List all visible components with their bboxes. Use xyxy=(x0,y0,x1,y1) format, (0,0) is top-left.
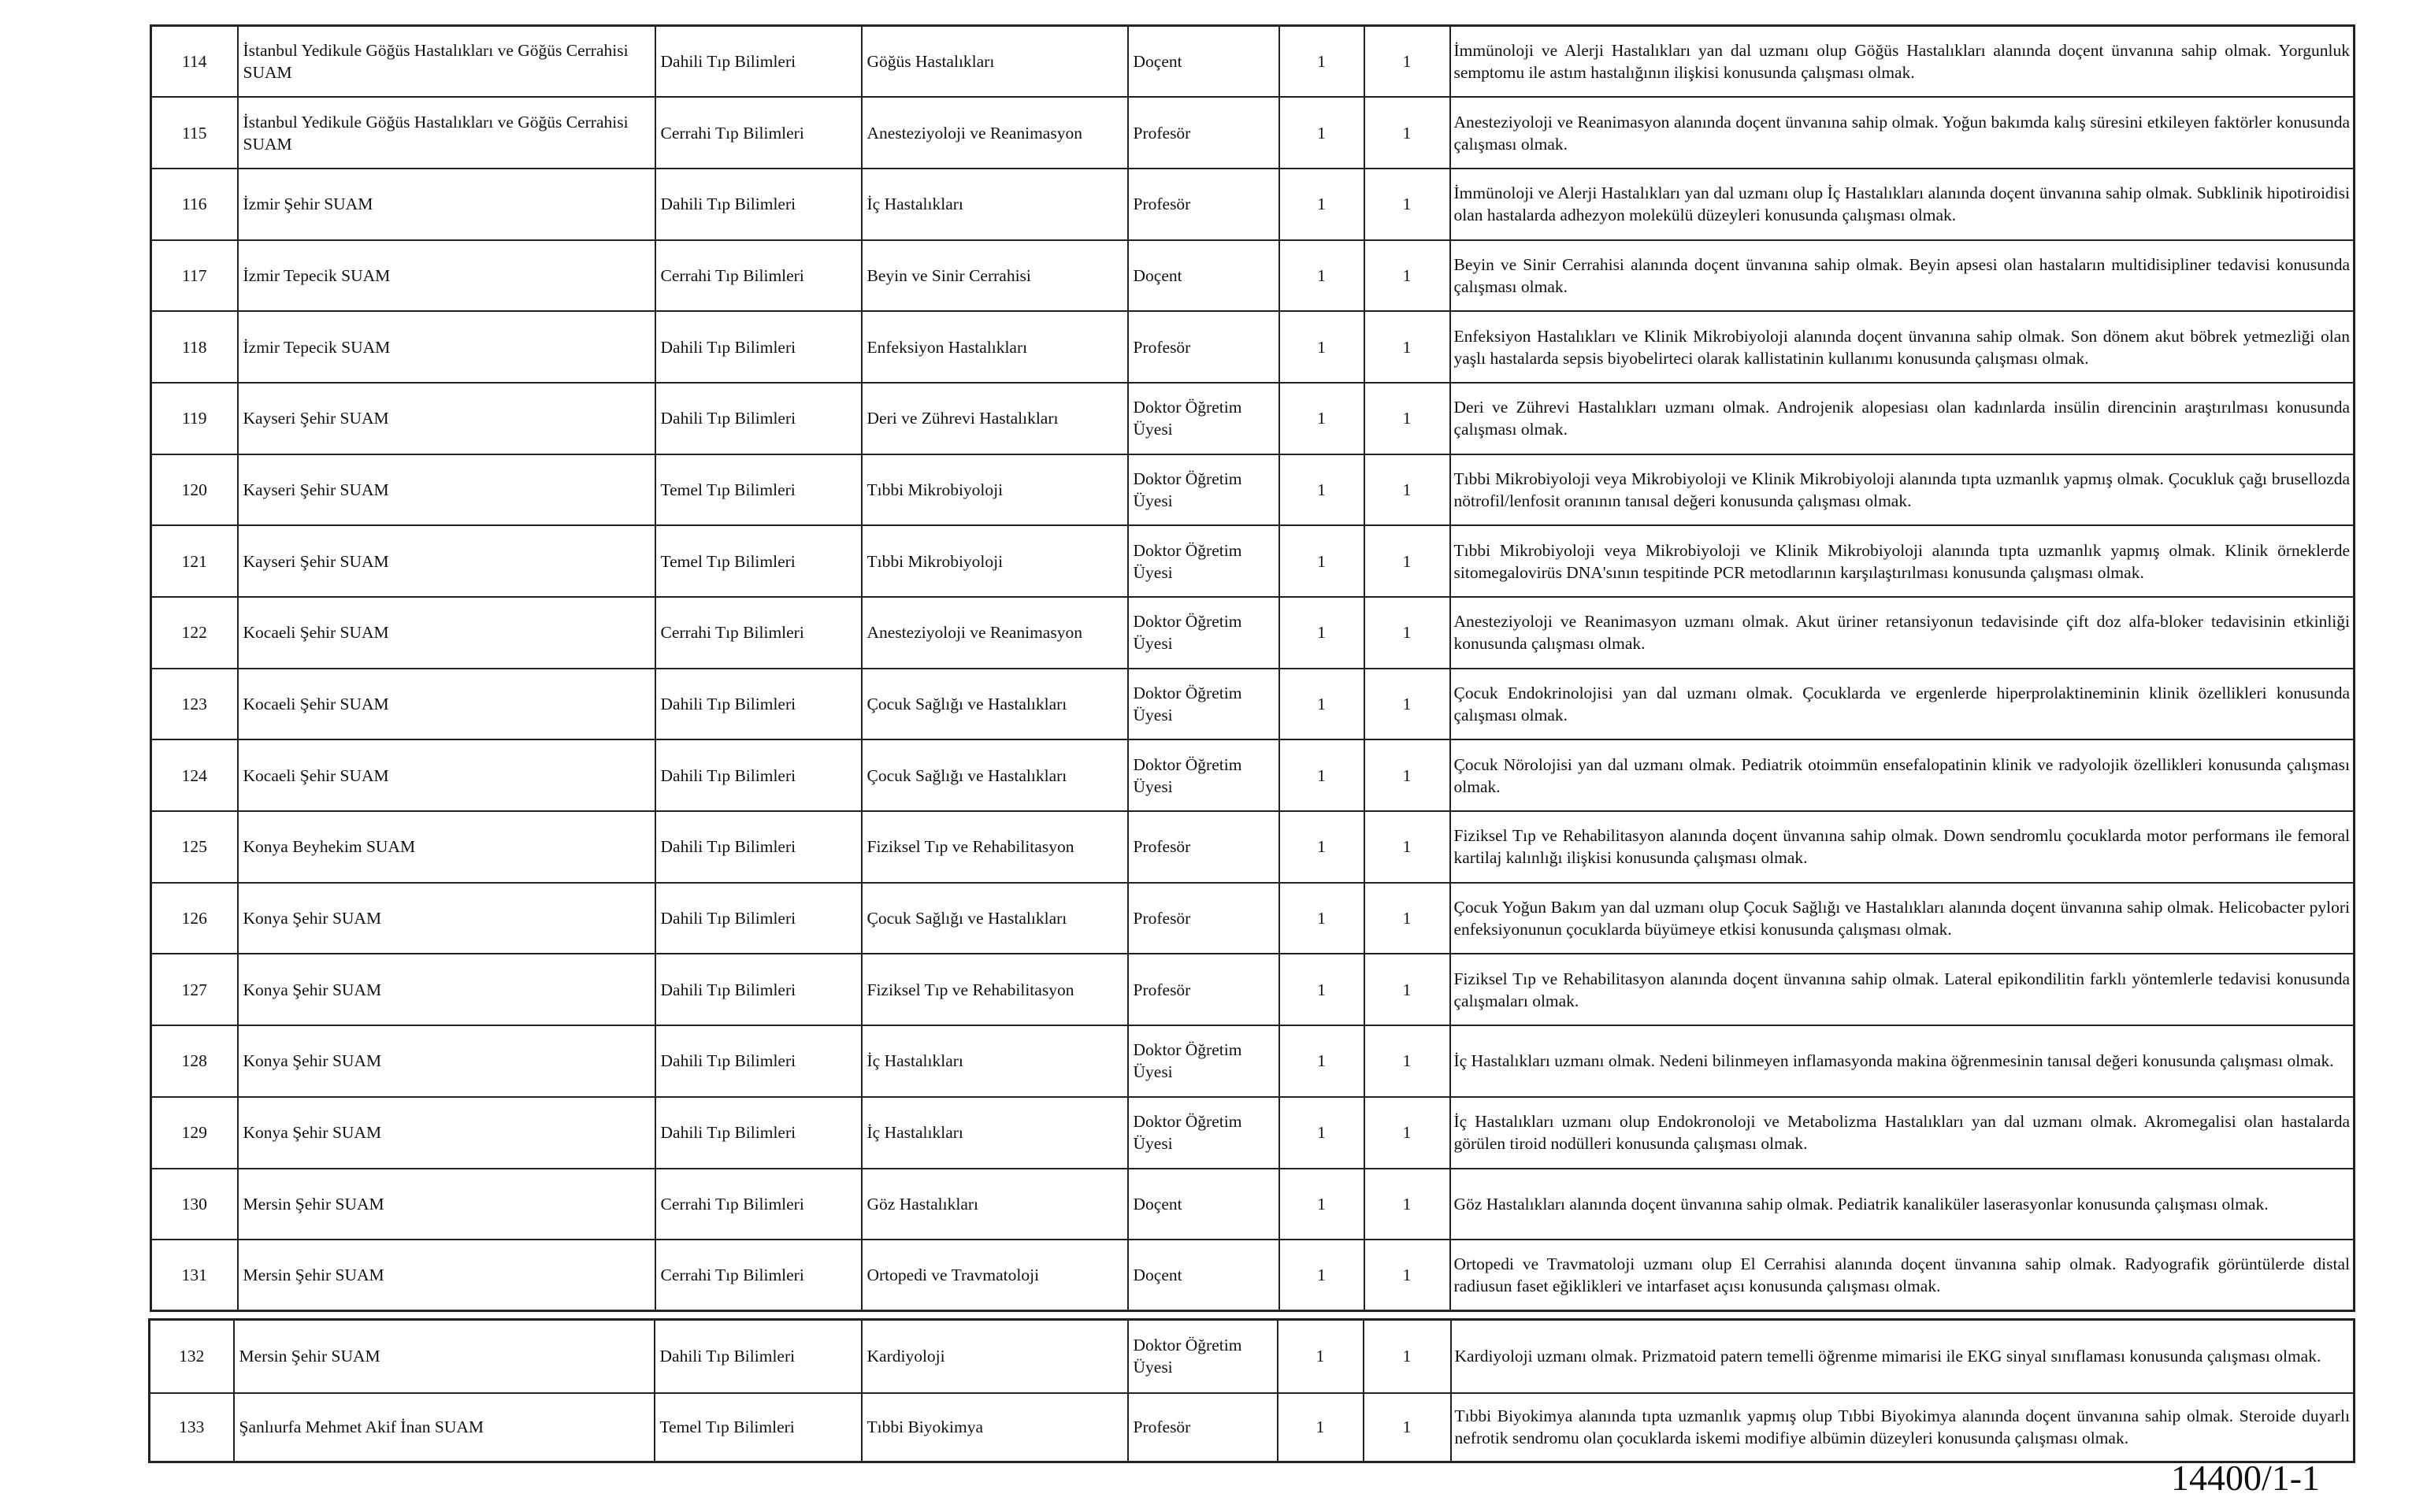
position-total: 1 xyxy=(1364,97,1450,169)
row-number: 133 xyxy=(150,1393,234,1462)
position-total: 1 xyxy=(1364,240,1450,312)
row-number: 128 xyxy=(151,1025,238,1097)
academic-title: Profesör xyxy=(1128,169,1279,240)
table-row xyxy=(151,1169,2355,1240)
row-number: 119 xyxy=(151,383,238,454)
department-name: İç Hastalıkları xyxy=(862,169,1128,240)
position-requirements: Anesteziyoloji ve Reanimasyon uzmanı olmak. Akut üriner retansiyonun tedavisinde çift doz alfa-bloker tedavisinin etkinliği konusunda çalışması olmak. xyxy=(1450,597,2355,669)
field-name: Cerrahi Tıp Bilimleri xyxy=(655,240,862,312)
position-requirements: İmmünoloji ve Alerji Hastalıkları yan dal uzmanı olup İç Hastalıkları alanında doçent ünvanına sahip olmak. Subklinik hipotiroidisi olan hastalarda adhezyon molekülü düzeyleri konusunda çalışması olmak. xyxy=(1450,169,2355,240)
position-requirements: Anesteziyoloji ve Reanimasyon alanında doçent ünvanına sahip olmak. Yoğun bakımda kalış süresini etkileyen faktörler konusunda çalışması olmak. xyxy=(1450,97,2355,169)
academic-title: Doktor Öğretim Üyesi xyxy=(1128,669,1279,740)
table-row xyxy=(151,240,2355,312)
position-requirements: Deri ve Zührevi Hastalıkları uzmanı olmak. Androjenik alopesiası olan kadınlarda insülin direncinin araştırılması konusunda çalışması olmak. xyxy=(1450,383,2355,454)
field-name: Dahili Tıp Bilimleri xyxy=(655,1097,862,1169)
academic-title: Profesör xyxy=(1128,311,1279,383)
position-count: 1 xyxy=(1279,1240,1364,1311)
field-name: Cerrahi Tıp Bilimleri xyxy=(655,597,862,669)
field-name: Dahili Tıp Bilimleri xyxy=(655,883,862,954)
position-count: 1 xyxy=(1279,169,1364,240)
institution-name: Mersin Şehir SUAM xyxy=(238,1169,655,1240)
position-requirements: İç Hastalıkları uzmanı olmak. Nedeni bilinmeyen inflamasyonda makina öğrenmesinin tanısal değeri konusunda çalışması olmak. xyxy=(1450,1025,2355,1097)
institution-name: Konya Şehir SUAM xyxy=(238,1025,655,1097)
position-requirements: Fiziksel Tıp ve Rehabilitasyon alanında doçent ünvanına sahip olmak. Lateral epikondilitin farklı yöntemlerle tedavisi konusunda çalışmaları olmak. xyxy=(1450,954,2355,1025)
academic-title: Profesör xyxy=(1128,811,1279,883)
position-requirements: Çocuk Yoğun Bakım yan dal uzmanı olup Çocuk Sağlığı ve Hastalıkları alanında doçent ünvanına sahip olmak. Helicobacter pylori enfeksiyonunun çocuklarda büyümeye etkisi konusunda çalışması olmak. xyxy=(1450,883,2355,954)
academic-title: Profesör xyxy=(1128,1393,1278,1462)
field-name: Temel Tıp Bilimleri xyxy=(655,454,862,526)
position-count: 1 xyxy=(1279,97,1364,169)
table-row xyxy=(151,383,2355,454)
table-row xyxy=(151,1025,2355,1097)
institution-name: Kayseri Şehir SUAM xyxy=(238,525,655,597)
row-number: 120 xyxy=(151,454,238,526)
institution-name: Mersin Şehir SUAM xyxy=(238,1240,655,1311)
field-name: Dahili Tıp Bilimleri xyxy=(655,26,862,98)
department-name: Ortopedi ve Travmatoloji xyxy=(862,1240,1128,1311)
academic-title: Doktor Öğretim Üyesi xyxy=(1128,525,1279,597)
field-name: Dahili Tıp Bilimleri xyxy=(655,1025,862,1097)
position-count: 1 xyxy=(1279,311,1364,383)
table-row xyxy=(151,1097,2355,1169)
row-number: 117 xyxy=(151,240,238,312)
academic-title: Doktor Öğretim Üyesi xyxy=(1128,1025,1279,1097)
table-row xyxy=(151,669,2355,740)
position-count: 1 xyxy=(1279,883,1364,954)
table-row xyxy=(151,311,2355,383)
position-count: 1 xyxy=(1279,739,1364,811)
position-total: 1 xyxy=(1364,954,1450,1025)
institution-name: Konya Beyhekim SUAM xyxy=(238,811,655,883)
department-name: Çocuk Sağlığı ve Hastalıkları xyxy=(862,739,1128,811)
position-count: 1 xyxy=(1279,383,1364,454)
position-count: 1 xyxy=(1279,26,1364,98)
table-row xyxy=(151,597,2355,669)
institution-name: Kayseri Şehir SUAM xyxy=(238,454,655,526)
field-name: Dahili Tıp Bilimleri xyxy=(655,739,862,811)
position-count: 1 xyxy=(1278,1320,1364,1393)
table-row xyxy=(151,739,2355,811)
department-name: Göğüs Hastalıkları xyxy=(862,26,1128,98)
position-requirements: Çocuk Nörolojisi yan dal uzmanı olmak. Pediatrik otoimmün ensefalopatinin klinik ve radyolojik özellikleri konusunda çalışması olmak. xyxy=(1450,739,2355,811)
table-row xyxy=(151,26,2355,98)
field-name: Dahili Tıp Bilimleri xyxy=(655,954,862,1025)
table-row xyxy=(151,883,2355,954)
row-number: 129 xyxy=(151,1097,238,1169)
position-total: 1 xyxy=(1364,383,1450,454)
institution-name: Konya Şehir SUAM xyxy=(238,1097,655,1169)
position-count: 1 xyxy=(1279,1097,1364,1169)
position-count: 1 xyxy=(1279,1025,1364,1097)
academic-title: Doçent xyxy=(1128,26,1279,98)
table-row xyxy=(151,97,2355,169)
academic-title: Doktor Öğretim Üyesi xyxy=(1128,454,1279,526)
position-requirements: Göz Hastalıkları alanında doçent ünvanına sahip olmak. Pediatrik kanaliküler laserasyonlar konusunda çalışması olmak. xyxy=(1450,1169,2355,1240)
academic-title: Doktor Öğretim Üyesi xyxy=(1128,739,1279,811)
table-row xyxy=(150,1393,2355,1462)
institution-name: İzmir Tepecik SUAM xyxy=(238,240,655,312)
position-requirements: Enfeksiyon Hastalıkları ve Klinik Mikrobiyoloji alanında doçent ünvanına sahip olmak. Son dönem akut böbrek yetmezliği olan yaşlı hastalarda sepsis biyobelirteci olarak kallistatinin kullanımı konusunda çalışması olmak. xyxy=(1450,311,2355,383)
institution-name: Kocaeli Şehir SUAM xyxy=(238,597,655,669)
department-name: Fiziksel Tıp ve Rehabilitasyon xyxy=(862,954,1128,1025)
table-row xyxy=(151,811,2355,883)
position-requirements: Tıbbi Mikrobiyoloji veya Mikrobiyoloji ve Klinik Mikrobiyoloji alanında tıpta uzmanlık yapmış olmak. Klinik örneklerde sitomegalovirüs DNA'sının tespitinde PCR metodlarının karşılaştırılması konusunda çalışması olmak. xyxy=(1450,525,2355,597)
position-count: 1 xyxy=(1279,240,1364,312)
position-requirements: Kardiyoloji uzmanı olmak. Prizmatoid patern temelli öğrenme mimarisi ile EKG sinyal sınıflaması konusunda çalışması olmak. xyxy=(1451,1320,2355,1393)
department-name: Tıbbi Mikrobiyoloji xyxy=(862,454,1128,526)
row-number: 126 xyxy=(151,883,238,954)
academic-title: Doçent xyxy=(1128,1169,1279,1240)
field-name: Temel Tıp Bilimleri xyxy=(655,1393,862,1462)
row-number: 122 xyxy=(151,597,238,669)
position-requirements: İmmünoloji ve Alerji Hastalıkları yan dal uzmanı olup Göğüs Hastalıkları alanında doçent ünvanına sahip olmak. Yorgunluk semptomu ile astım hastalığının ilişkisi konusunda çalışması olmak. xyxy=(1450,26,2355,98)
academic-title: Doçent xyxy=(1128,1240,1279,1311)
position-count: 1 xyxy=(1279,811,1364,883)
department-name: Göz Hastalıkları xyxy=(862,1169,1128,1240)
row-number: 116 xyxy=(151,169,238,240)
position-total: 1 xyxy=(1364,1025,1450,1097)
institution-name: İstanbul Yedikule Göğüs Hastalıkları ve Göğüs Cerrahisi SUAM xyxy=(238,26,655,98)
position-count: 1 xyxy=(1279,525,1364,597)
department-name: Kardiyoloji xyxy=(862,1320,1128,1393)
row-number: 132 xyxy=(150,1320,234,1393)
department-name: Anesteziyoloji ve Reanimasyon xyxy=(862,97,1128,169)
position-total: 1 xyxy=(1364,169,1450,240)
academic-title: Profesör xyxy=(1128,97,1279,169)
row-number: 127 xyxy=(151,954,238,1025)
institution-name: İzmir Tepecik SUAM xyxy=(238,311,655,383)
department-name: Tıbbi Biyokimya xyxy=(862,1393,1128,1462)
institution-name: İstanbul Yedikule Göğüs Hastalıkları ve Göğüs Cerrahisi SUAM xyxy=(238,97,655,169)
institution-name: Konya Şehir SUAM xyxy=(238,883,655,954)
position-requirements: Beyin ve Sinir Cerrahisi alanında doçent ünvanına sahip olmak. Beyin apsesi olan hastaların multidisipliner tedavisi konusunda çalışması olmak. xyxy=(1450,240,2355,312)
position-count: 1 xyxy=(1279,1169,1364,1240)
department-name: Beyin ve Sinir Cerrahisi xyxy=(862,240,1128,312)
position-total: 1 xyxy=(1364,811,1450,883)
position-requirements: Ortopedi ve Travmatoloji uzmanı olup El Cerrahisi alanında doçent ünvanına sahip olmak. Radyografik görüntülerde distal radiusun faset eğiklikleri ve intarfaset açısı konusunda çalışması olmak. xyxy=(1450,1240,2355,1311)
row-number: 124 xyxy=(151,739,238,811)
row-number: 130 xyxy=(151,1169,238,1240)
position-total: 1 xyxy=(1364,739,1450,811)
position-requirements: Tıbbi Mikrobiyoloji veya Mikrobiyoloji ve Klinik Mikrobiyoloji alanında tıpta uzmanlık yapmış olmak. Çocukluk çağı brusellozda nötrofil/lenfosit oranının tanısal değeri konusunda çalışması olmak. xyxy=(1450,454,2355,526)
institution-name: Kayseri Şehir SUAM xyxy=(238,383,655,454)
field-name: Cerrahi Tıp Bilimleri xyxy=(655,1169,862,1240)
institution-name: İzmir Şehir SUAM xyxy=(238,169,655,240)
position-total: 1 xyxy=(1364,1097,1450,1169)
position-requirements: İç Hastalıkları uzmanı olup Endokronoloji ve Metabolizma Hastalıkları yan dal uzmanı olmak. Akromegalisi olan hastalarda görülen tiroid nodülleri konusunda çalışması olmak. xyxy=(1450,1097,2355,1169)
department-name: Tıbbi Mikrobiyoloji xyxy=(862,525,1128,597)
institution-name: Mersin Şehir SUAM xyxy=(234,1320,655,1393)
position-total: 1 xyxy=(1364,669,1450,740)
position-requirements: Tıbbi Biyokimya alanında tıpta uzmanlık yapmış olup Tıbbi Biyokimya alanında doçent ünvanına sahip olmak. Steroide duyarlı nefrotik sendromu olan çocuklarda iskemi modifiye albümin düzeyleri konusunda çalışması olmak. xyxy=(1451,1393,2355,1462)
position-requirements: Fiziksel Tıp ve Rehabilitasyon alanında doçent ünvanına sahip olmak. Down sendromlu çocuklarda motor performans ile femoral kartilaj kalınlığı ilişkisi konusunda çalışması olmak. xyxy=(1450,811,2355,883)
department-name: Deri ve Zührevi Hastalıkları xyxy=(862,383,1128,454)
department-name: İç Hastalıkları xyxy=(862,1097,1128,1169)
institution-name: Konya Şehir SUAM xyxy=(238,954,655,1025)
institution-name: Kocaeli Şehir SUAM xyxy=(238,739,655,811)
page-code: 14400/1-1 xyxy=(2171,1458,2321,1498)
field-name: Dahili Tıp Bilimleri xyxy=(655,811,862,883)
row-number: 115 xyxy=(151,97,238,169)
position-total: 1 xyxy=(1364,454,1450,526)
position-requirements: Çocuk Endokrinolojisi yan dal uzmanı olmak. Çocuklarda ve ergenlerde hiperprolaktineminin klinik özellikleri konusunda çalışması olmak. xyxy=(1450,669,2355,740)
position-count: 1 xyxy=(1278,1393,1364,1462)
position-total: 1 xyxy=(1364,883,1450,954)
department-name: Fiziksel Tıp ve Rehabilitasyon xyxy=(862,811,1128,883)
field-name: Dahili Tıp Bilimleri xyxy=(655,169,862,240)
row-number: 114 xyxy=(151,26,238,98)
position-count: 1 xyxy=(1279,954,1364,1025)
table-row xyxy=(151,1240,2355,1311)
academic-title: Profesör xyxy=(1128,883,1279,954)
department-name: İç Hastalıkları xyxy=(862,1025,1128,1097)
field-name: Temel Tıp Bilimleri xyxy=(655,525,862,597)
institution-name: Şanlıurfa Mehmet Akif İnan SUAM xyxy=(234,1393,655,1462)
position-count: 1 xyxy=(1279,669,1364,740)
institution-name: Kocaeli Şehir SUAM xyxy=(238,669,655,740)
academic-title: Profesör xyxy=(1128,954,1279,1025)
table-row xyxy=(151,525,2355,597)
row-number: 123 xyxy=(151,669,238,740)
field-name: Dahili Tıp Bilimleri xyxy=(655,669,862,740)
academic-title: Doktor Öğretim Üyesi xyxy=(1128,597,1279,669)
academic-title: Doktor Öğretim Üyesi xyxy=(1128,383,1279,454)
position-total: 1 xyxy=(1364,1169,1450,1240)
position-total: 1 xyxy=(1364,597,1450,669)
department-name: Enfeksiyon Hastalıkları xyxy=(862,311,1128,383)
row-number: 131 xyxy=(151,1240,238,1311)
position-total: 1 xyxy=(1364,26,1450,98)
position-total: 1 xyxy=(1364,525,1450,597)
field-name: Dahili Tıp Bilimleri xyxy=(655,311,862,383)
department-name: Anesteziyoloji ve Reanimasyon xyxy=(862,597,1128,669)
table-row xyxy=(151,169,2355,240)
academic-title: Doktor Öğretim Üyesi xyxy=(1128,1320,1278,1393)
position-total: 1 xyxy=(1364,1320,1451,1393)
positions-table xyxy=(150,24,2355,1312)
position-total: 1 xyxy=(1364,311,1450,383)
academic-title: Doktor Öğretim Üyesi xyxy=(1128,1097,1279,1169)
field-name: Cerrahi Tıp Bilimleri xyxy=(655,1240,862,1311)
position-count: 1 xyxy=(1279,597,1364,669)
table-row xyxy=(150,1320,2355,1393)
row-number: 118 xyxy=(151,311,238,383)
row-number: 125 xyxy=(151,811,238,883)
field-name: Dahili Tıp Bilimleri xyxy=(655,1320,862,1393)
row-number: 121 xyxy=(151,525,238,597)
position-count: 1 xyxy=(1279,454,1364,526)
positions-table-continued xyxy=(148,1318,2355,1463)
academic-title: Doçent xyxy=(1128,240,1279,312)
field-name: Dahili Tıp Bilimleri xyxy=(655,383,862,454)
position-total: 1 xyxy=(1364,1240,1450,1311)
field-name: Cerrahi Tıp Bilimleri xyxy=(655,97,862,169)
department-name: Çocuk Sağlığı ve Hastalıkları xyxy=(862,669,1128,740)
position-total: 1 xyxy=(1364,1393,1451,1462)
table-row xyxy=(151,954,2355,1025)
table-row xyxy=(151,454,2355,526)
department-name: Çocuk Sağlığı ve Hastalıkları xyxy=(862,883,1128,954)
